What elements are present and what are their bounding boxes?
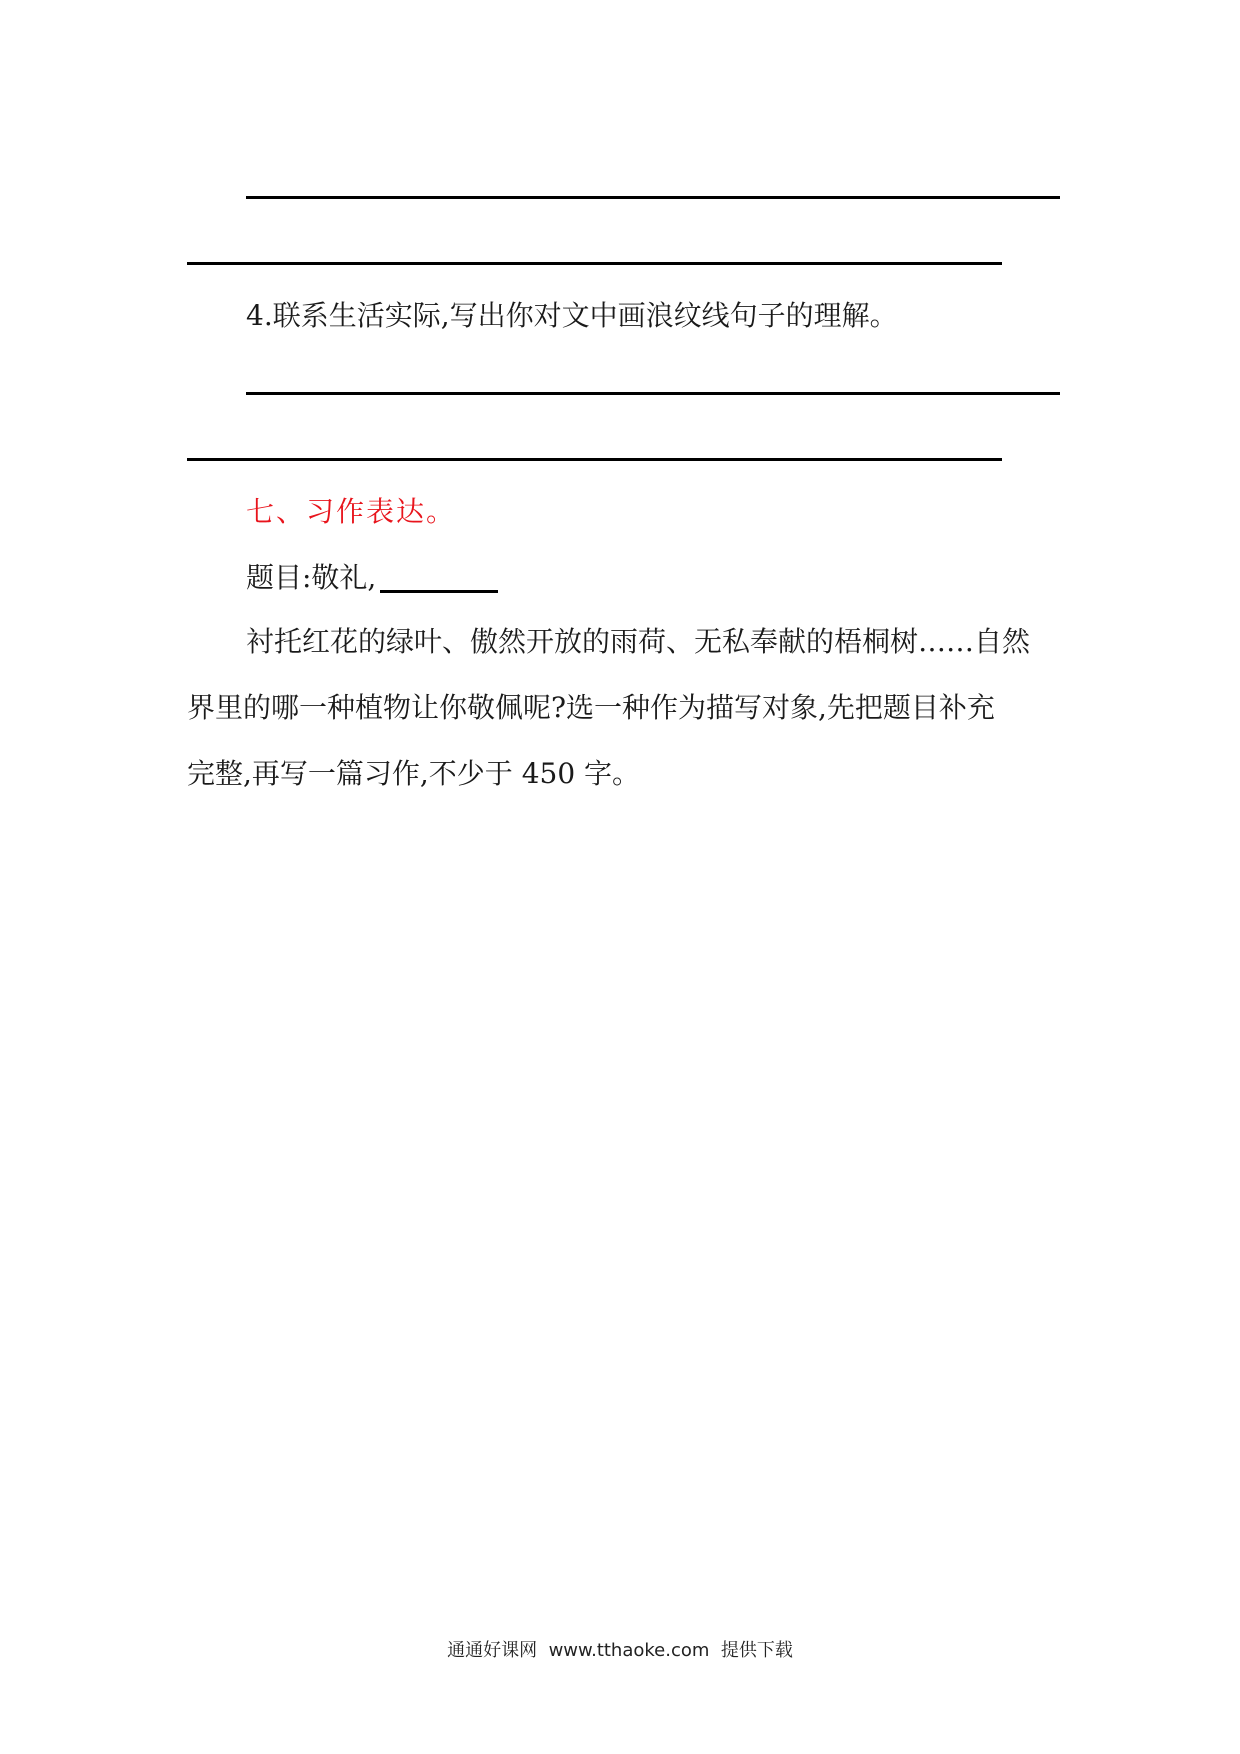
page-footer: 通通好课网 www.tthaoke.com 提供下载 [447,1640,793,1661]
instruction-line-1: 衬托红花的绿叶、傲然开放的雨荷、无私奉献的梧桐树……自然 [246,625,1031,658]
instruction-line-2: 界里的哪一种植物让你敬佩呢?选一种作为描写对象,先把题目补充 [187,691,995,724]
essay-title-label: 题目:敬礼, [246,561,377,594]
question-4-text: 4.联系生活实际,写出你对文中画浪纹线句子的理解。 [246,299,898,332]
title-blank[interactable] [380,564,498,593]
instruction-line-3: 完整,再写一篇习作,不少于 450 字。 [187,757,641,790]
answer-line[interactable] [246,196,1060,199]
answer-line[interactable] [187,262,1002,265]
answer-line[interactable] [187,458,1002,461]
answer-line[interactable] [246,392,1060,395]
essay-title-prompt [246,558,498,598]
section-heading: 七、习作表达。 [246,495,457,528]
